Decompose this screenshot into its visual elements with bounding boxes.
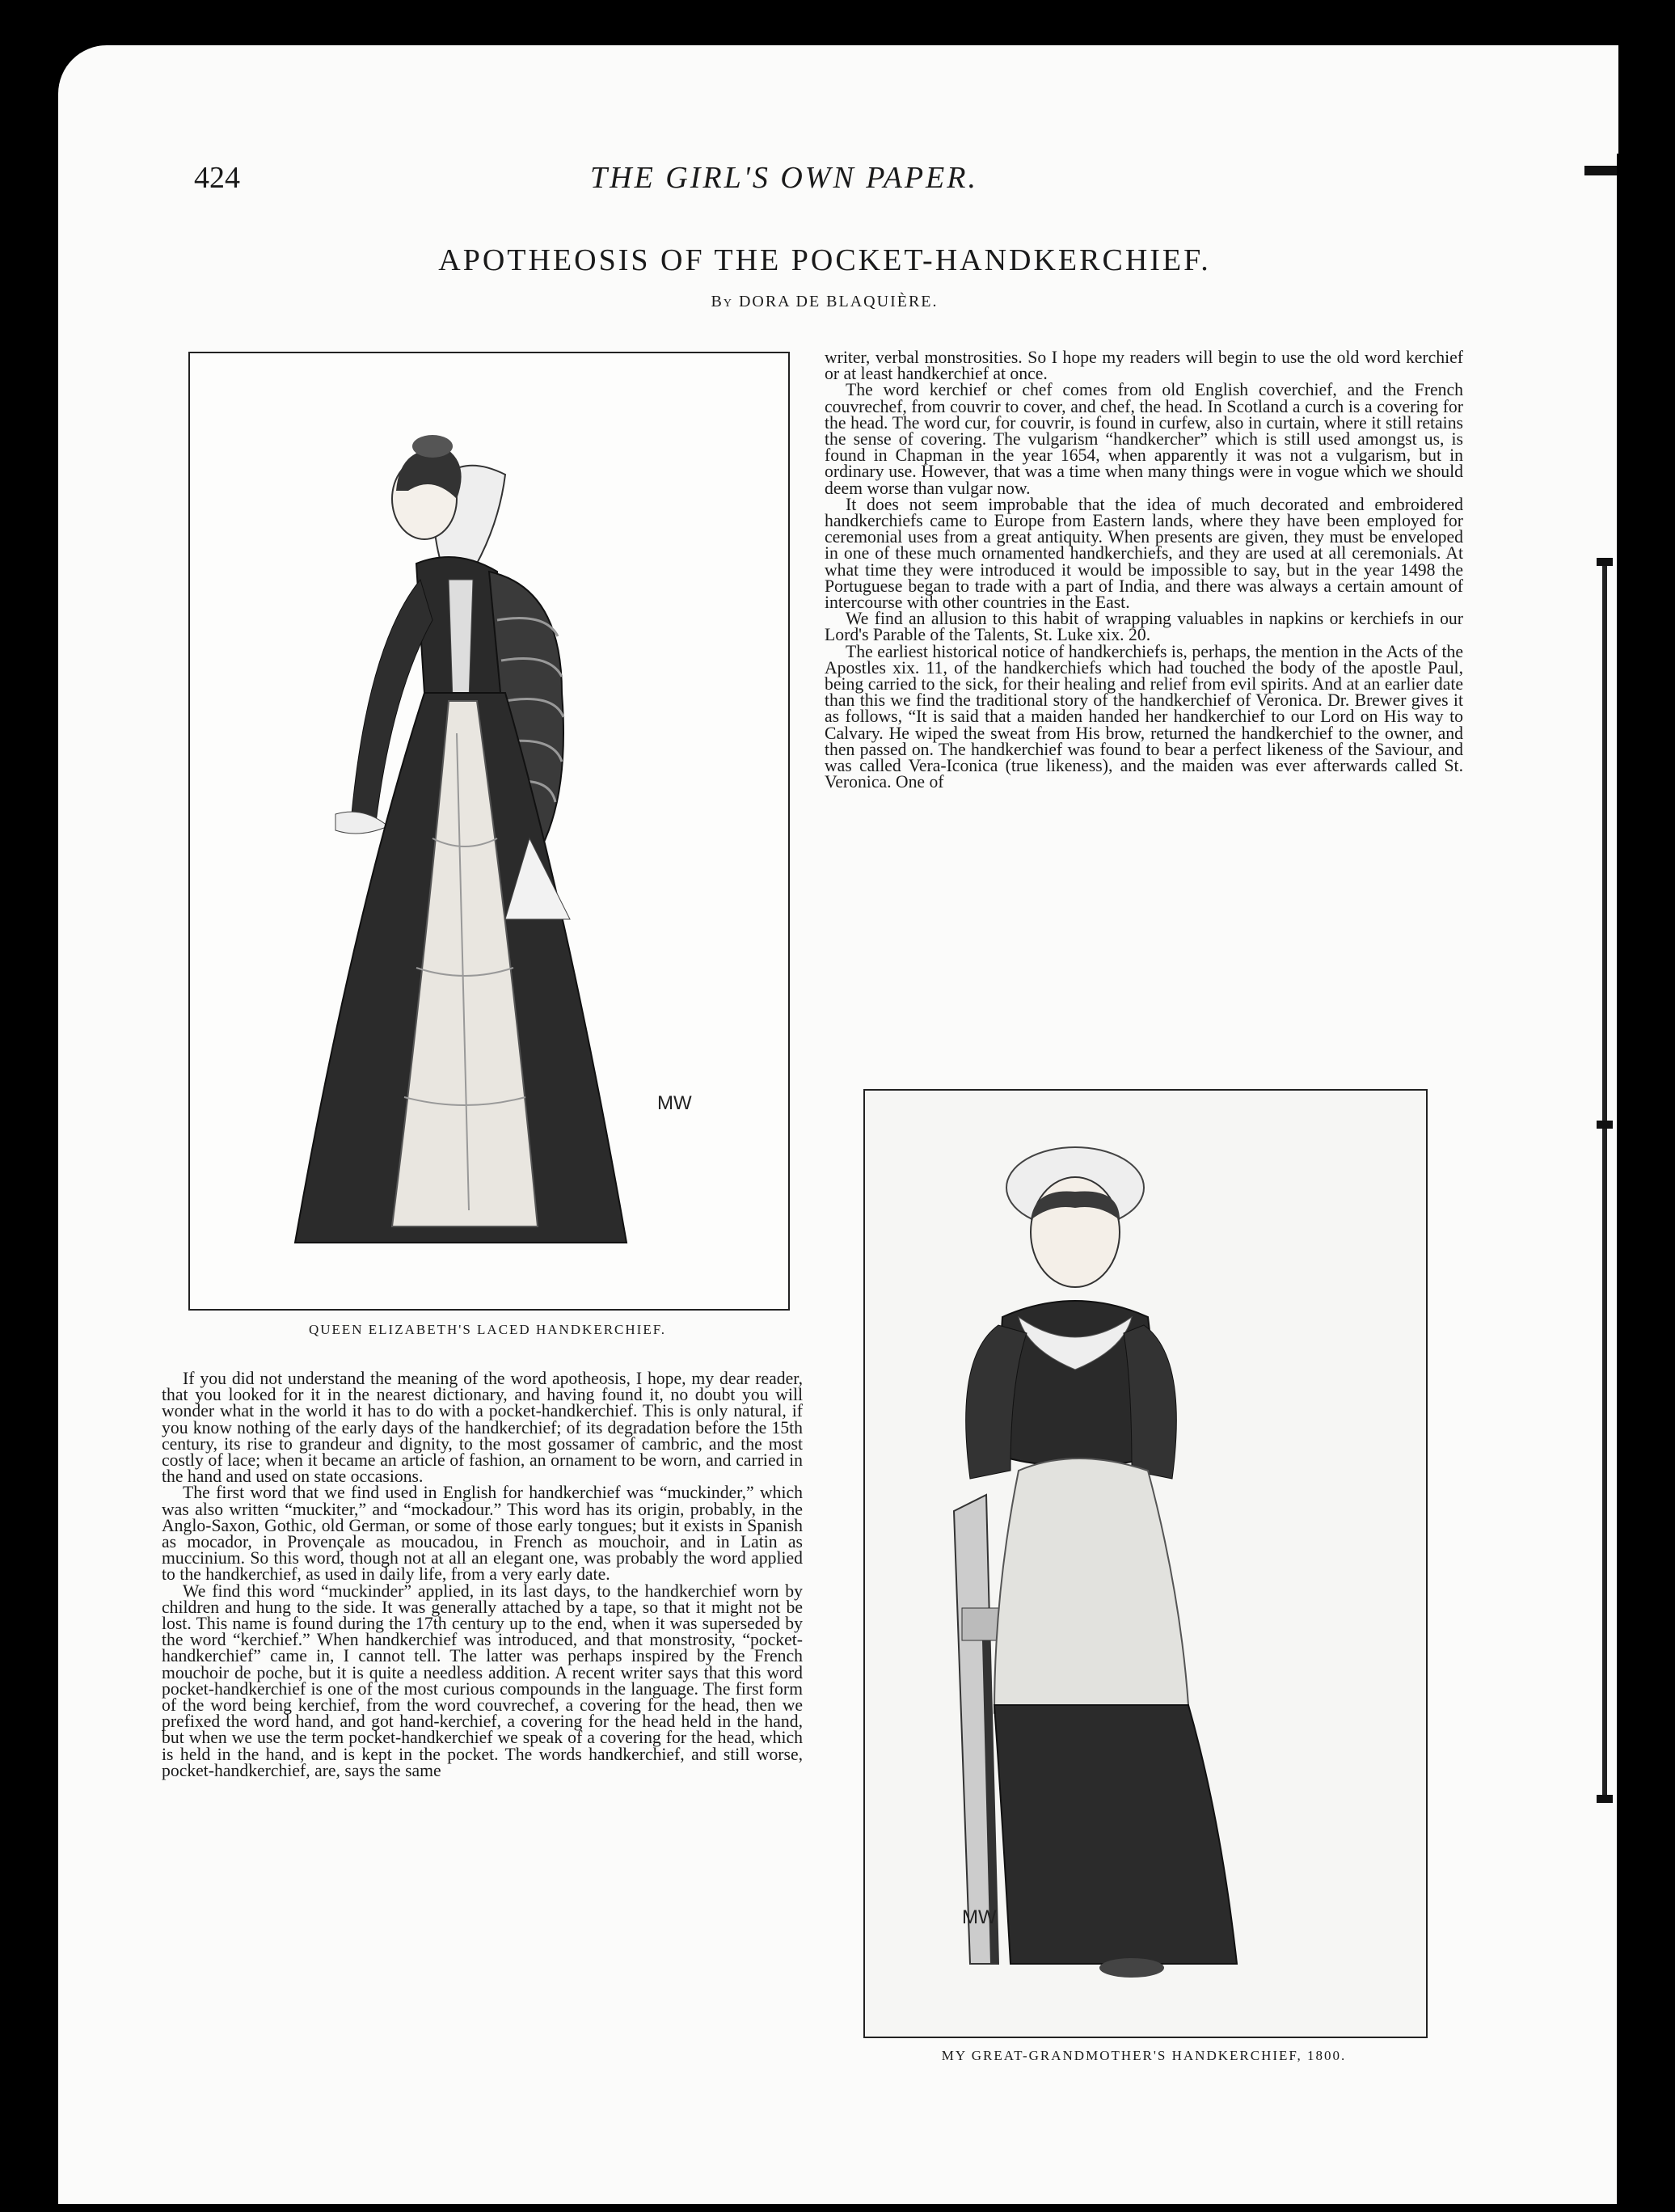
journal-title: THE GIRL'S OWN PAPER. [590,161,978,195]
paragraph: The word kerchief or chef comes from old English coverchief, and the French couvrechef, from couvrir to cover, and chef, the head. In Scotland a curch is a covering for the head. The word cur, for couvrir, is found in curfew, also in curtain, where it still retains the sense of covering. The vulgarism “handkercher” which is still used amongst us, is found in Chapman in the year 1654, when apparently it was not a vulgarism, but in ordinary use. However, that was a time when many things were in vogue which we should deem worse than vulgar now. [825,380,1463,498]
page-number: 424 [194,161,240,195]
article-byline: By DORA DE BLAQUIÈRE. [711,293,939,310]
paragraph: writer, verbal monstrosities. So I hope my readers will begin to use the old word kerchief or at least handkerchief at once. [825,348,1463,384]
figure-caption: MY GREAT-GRANDMOTHER'S HANDKERCHIEF, 1800. [941,2048,1347,2063]
figure-caption: QUEEN ELIZABETH'S LACED HANDKERCHIEF. [308,1322,667,1337]
figure-queen-elizabeth [188,352,790,1311]
page-header [0,160,1617,201]
paragraph: The first word that we find used in English for handkerchief was “muckinder,” which was also written “muckiter,” and “mockadour.” This word has its origin, probably, in the Anglo-Saxon, Gothic, old German, or some of those early tongues; but it exists in Spanish as mocador, in Provençale as moucadou, in French as mouchoir, and in Latin as muccinium. So this word, though not at all an elegant one, was probably the word applied to the handkerchief, as used in daily life, from a very early date. [162,1483,803,1585]
scan-border [1617,154,1675,2212]
rule-mark [1597,1121,1613,1129]
rule-mark [1597,558,1613,566]
paragraph: If you did not understand the meaning of the word apotheosis, I hope, my dear reader, that you looked for it in the nearest dictionary, and having found it, no doubt you will wonder what in the world it has to do with a pocket-handkerchief. This is only natural, if you know nothing of the early days of the handkerchief; of its degradation before the 15th century, its rise to grandeur and dignity, to the most gossamer of cambric, and the most costly of lace; when it became an article of fashion, an ornament to be worn, and carried in the hand and used on state occasions. [162,1369,803,1487]
article-title: APOTHEOSIS OF THE POCKET-HANDKERCHIEF. [438,243,1211,277]
article-column-left [162,1370,803,1779]
great-grandmother-illustration [865,1091,1426,2037]
artist-signature: MW [962,1906,997,1928]
paragraph: It does not seem improbable that the idea of much decorated and embroidered handkerchiefs came to Europe from Eastern lands, where they have been employed for ceremonial uses from a great antiquity. When presents are given, they must be enveloped in one of these much ornamented handkerchiefs, and they are used at all ceremonials. At what time they were introduced it would be impossible to say, but in the year 1498 the Portuguese began to trade with a part of India, and there was always a certain amount of intercourse with other countries in the East. [825,494,1463,613]
queen-elizabeth-illustration [190,353,788,1309]
figure-great-grandmother [863,1089,1428,2038]
paragraph: We find an allusion to this habit of wrapping valuables in napkins or kerchiefs in our Lord's Parable of the Talents, St. Luke xix. 20. [825,609,1463,645]
article-column-right [825,349,1463,790]
rule-mark [1597,1795,1613,1803]
artist-signature: MW [657,1092,692,1114]
margin-rule [1602,558,1607,1803]
paragraph: We find this word “muckinder” applied, in its last days, to the handkerchief worn by children and hung to the side. It was generally attached by a tape, so that it might not be lost. This name is found during the 17th century up to the end, when it was superseded by the word “kerchief.” When handkerchief was introduced, and that monstrosity, “pocket-handkerchief” came in, I cannot tell. The latter was perhaps inspired by the French mouchoir de poche, but it is quite a needless addition. A recent writer says that this word pocket-handkerchief is one of the most curious compounds in the language. The first form of the word being kerchief, from the word couvrechef, a covering for the head, then we prefixed the word hand, and got hand-kerchief, a covering for the head held in the hand, but when we use the term pocket-handkerchief we speak of a covering for the head, which is held in the hand, and is kept in the pocket. The words handkerchief, and still worse, pocket-handkerchief, are, says the same [162,1581,803,1780]
paragraph: The earliest historical notice of handkerchiefs is, perhaps, the mention in the Acts of the Apostles xix. 11, of the handkerchiefs which had touched the body of the apostle Paul, being carried to the sick, for their healing and relief from evil spirits. And at an earlier date than this we find the traditional story of the handkerchief of Veronica. Dr. Brewer gives it as follows, “It is said that a maiden handed her handkerchief to our Lord on His way to Calvary. He wiped the sweat from His brow, returned the handkerchief to the owner, and then passed on. The handkerchief was found to bear a perfect likeness of the Saviour, and was called Vera-Iconica (true likeness), and the maiden was ever afterwards called St. Veronica. One of [825,641,1463,792]
